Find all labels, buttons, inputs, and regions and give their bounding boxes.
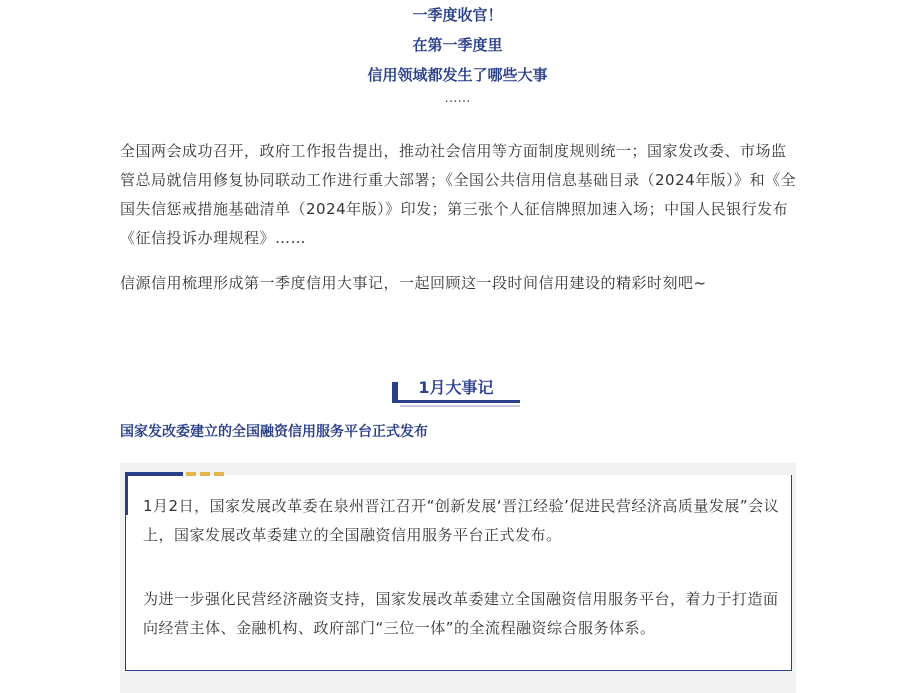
intro-line-2: 在第一季度里 [412, 36, 503, 54]
intro-line-1: 一季度收官！ [412, 6, 503, 24]
month-heading-underline [392, 400, 520, 403]
intro-ellipsis: …… [444, 91, 471, 106]
intro-title [0, 0, 915, 120]
intro-line-3: 信用领域都发生了哪些大事 [367, 66, 548, 84]
month-heading [392, 376, 520, 406]
card-left-bar [125, 475, 128, 515]
card-accent-bar [125, 472, 183, 476]
month-heading-text: 1月大事记 [418, 378, 494, 397]
summary-paragraph: 信源信用梳理形成第一季度信用大事记，一起回顾这一段时间信用建设的精彩时刻吧~ [120, 274, 707, 292]
card-paragraph-1: 1月2日，国家发展改革委在泉州晋江召开“创新发展‘晋江经验’促进民营经济高质量发展”会议上，国家发展改革委建立的全国融资信用服务平台正式发布。 [143, 497, 780, 544]
section-title: 国家发改委建立的全国融资信用服务平台正式发布 [120, 424, 428, 440]
card-accent-dashes [186, 472, 224, 476]
card-paragraph-2: 为进一步强化民营经济融资支持，国家发展改革委建立全国融资信用服务平台，着力于打造面向经营主体、金融机构、政府部门“三位一体”的全流程融资综合服务体系。 [143, 590, 779, 637]
intro-paragraph: 全国两会成功召开，政府工作报告提出，推动社会信用等方面制度规则统一；国家发改委、市场监管总局就信用修复协同联动工作进行重大部署；《全国公共信用信息基础目录（2024年版）》和《全国失信惩戒措施基础清单（2024年版）》印发；第三张个人征信牌照加速入场；中国人民银行发布《征信投诉办理规程》…… [120, 142, 797, 247]
month-heading-shadow-line [400, 405, 520, 407]
